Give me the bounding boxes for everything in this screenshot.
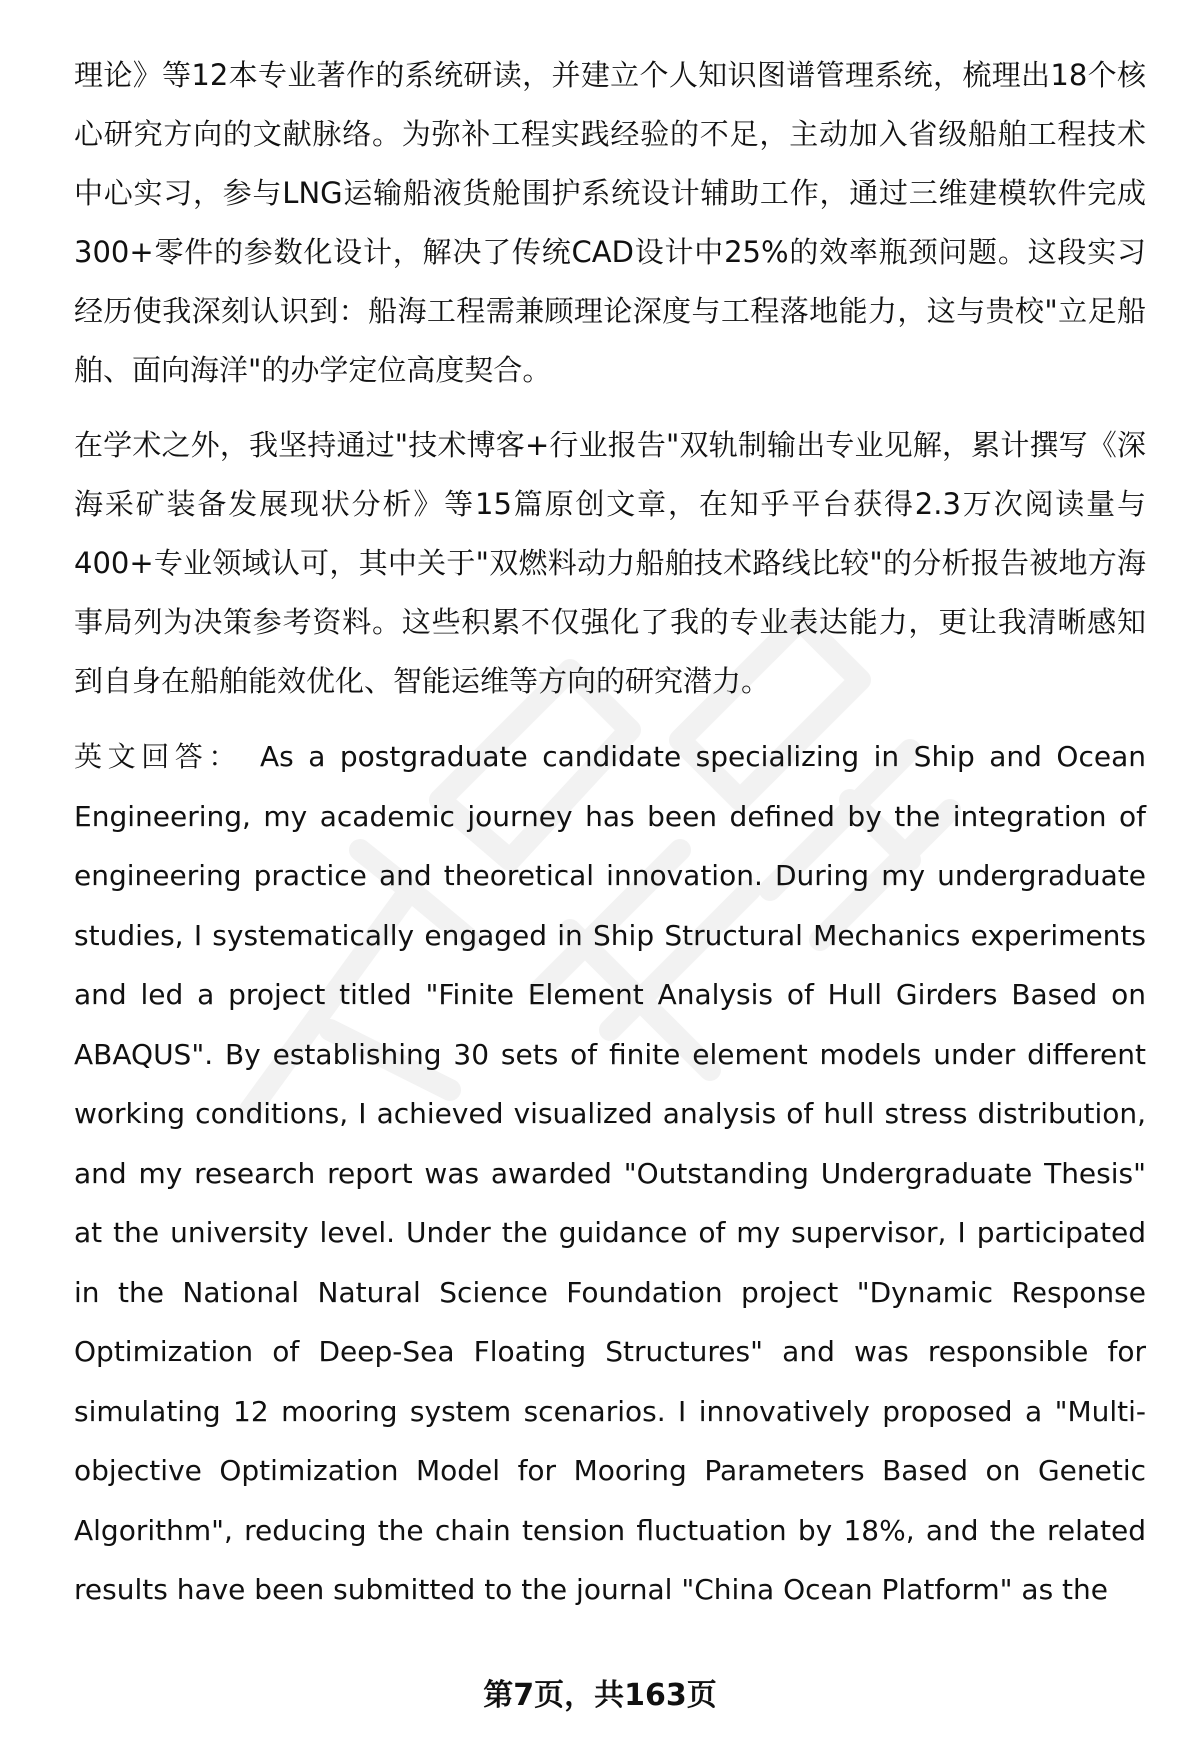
page-number-footer: 第7页，共163页	[483, 1678, 717, 1713]
main-text	[74, 46, 1146, 1620]
paragraph-zh-2: 在学术之外，我坚持通过"技术博客+行业报告"双轨制输出专业见解，累计撰写《深海采矿装备发展现状分析》等15篇原创文章，在知乎平台获得2.3万次阅读量与400+专业领域认可，其中关于"双燃料动力船舶技术路线比较"的分析报告被地方海事局列为决策参考资料。这些积累不仅强化了我的专业表达能力，更让我清晰感知到自身在船舶能效优化、智能运维等方向的研究潜力。	[74, 428, 1146, 698]
english-answer-text: As a postgraduate candidate specializing in Ship and Ocean Engineering, my academic journey has been defined by the integration of engineering practice and theoretical innovation. During my undergraduate studies, I systematically engaged in Ship Structural Mechanics experiments and led a project titled "Finite Element Analysis of Hull Girders Based on ABAQUS". By establishing 30 sets of finite element models under different working conditions, I achieved visualized analysis of hull stress distribution, and my research report was awarded "Outstanding Undergraduate Thesis" at the university level. Under the guidance of my supervisor, I participated in the National Natural Science Foundation project "Dynamic Response Optimization of Deep-Sea Floating Structures" and was responsible for simulating 12 mooring system scenarios. I innovatively proposed a "Multi-objective Optimization Model for Mooring Parameters Based on Genetic Algorithm", reducing the chain tension fluctuation by 18%, and the related results have been submitted to the journal "China Ocean Platform" as the	[74, 740, 1146, 1606]
paragraph-english-answer	[74, 727, 1146, 1620]
english-answer-label: 英文回答：	[74, 740, 242, 773]
paragraph-zh-1: 理论》等12本专业著作的系统研读，并建立个人知识图谱管理系统，梳理出18个核心研究方向的文献脉络。为弥补工程实践经验的不足，主动加入省级船舶工程技术中心实习，参与LNG运输船液货舱围护系统设计辅助工作，通过三维建模软件完成300+零件的参数化设计，解决了传统CAD设计中25%的效率瓶颈问题。这段实习经历使我深刻认识到：船海工程需兼顾理论深度与工程落地能力，这与贵校"立足船舶、面向海洋"的办学定位高度契合。	[74, 58, 1146, 387]
